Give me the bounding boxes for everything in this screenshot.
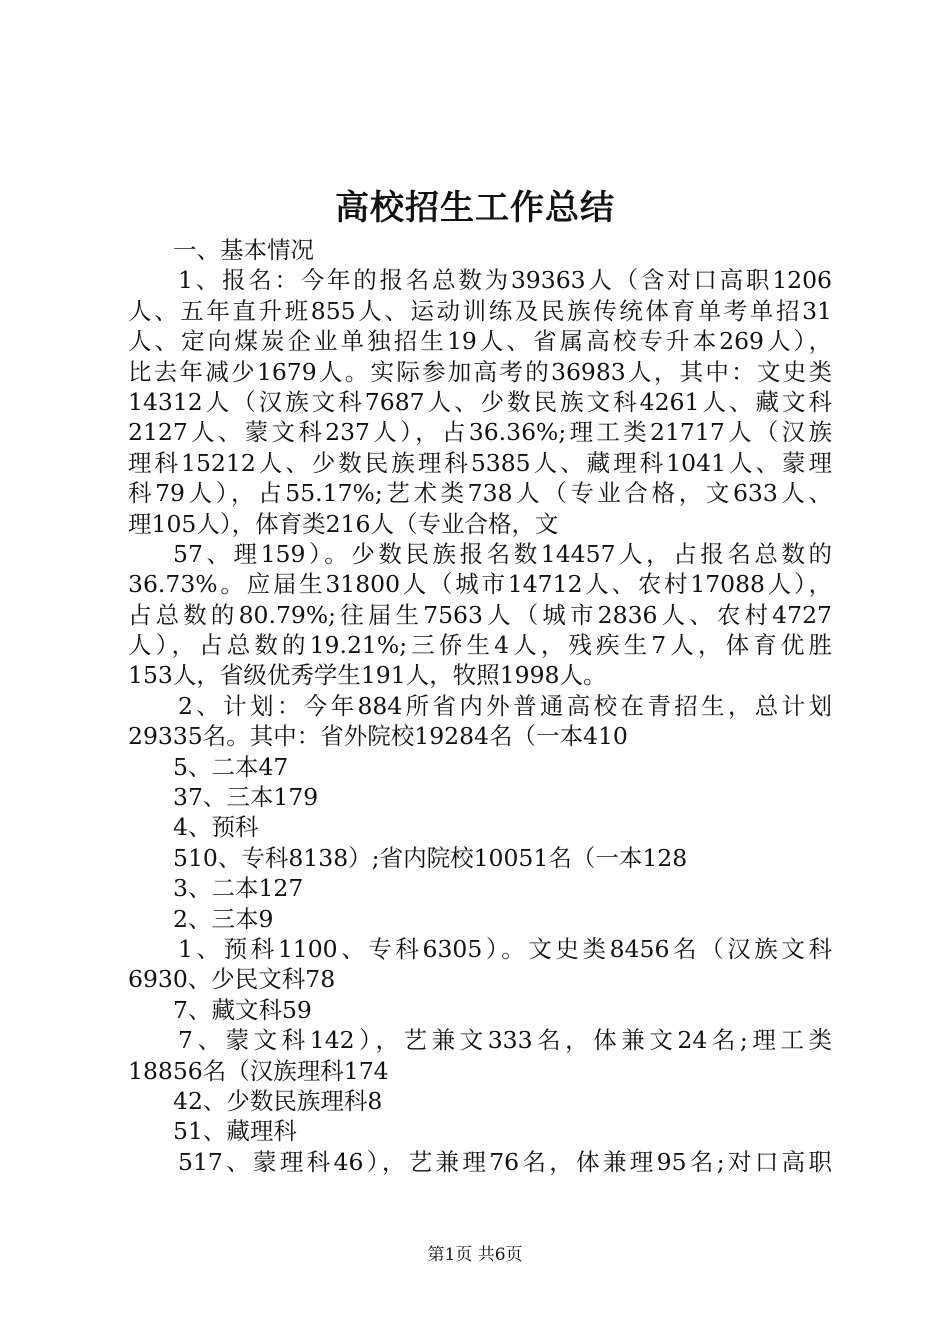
paragraph-line: 510、专科8138）;省内院校10051名（一本128	[173, 843, 688, 872]
paragraph-line: 14312人（汉族文科7687人、少数民族文科4261人、藏文科	[128, 387, 832, 416]
paragraph-line: 1、报名：今年的报名总数为39363人（含对口高职1206	[178, 266, 832, 295]
paragraph-line: 5、二本47	[173, 752, 289, 781]
paragraph-line: 1、预科1100、专科6305）。文史类8456名（汉族文科	[178, 934, 832, 963]
paragraph-line: 18856名（汉族理科174	[128, 1056, 389, 1085]
section-heading: 一、基本情况	[173, 236, 314, 264]
paragraph-line: 517、蒙理科46），艺兼理76名，体兼理95名;对口高职	[178, 1147, 832, 1176]
paragraph-line: 42、少数民族理科8	[173, 1086, 383, 1115]
paragraph-line: 7、蒙文科142），艺兼文333名，体兼文24名;理工类	[178, 1026, 832, 1055]
paragraph-line: 2127人、蒙文科237人），占36.36%;理工类21717人（汉族	[128, 418, 832, 447]
paragraph-line: 6930、少民文科78	[128, 965, 336, 994]
paragraph-line: 51、藏理科	[173, 1117, 297, 1146]
paragraph-line: 理105人），体育类216人（专业合格，文	[128, 509, 559, 538]
paragraph-line: 36.73%。应届生31800人（城市14712人、农村17088人），	[128, 570, 832, 599]
paragraph-line: 理科15212人、少数民族理科5385人、藏理科1041人、蒙理	[128, 448, 832, 477]
paragraph-line: 153人，省级优秀学生191人，牧照1998人。	[128, 661, 607, 690]
document-title: 高校招生工作总结	[335, 188, 615, 228]
paragraph-line: 4、预科	[173, 813, 259, 842]
paragraph-line: 2、计划：今年884所省内外普通高校在青招生，总计划	[178, 691, 832, 720]
paragraph-line: 7、藏文科59	[173, 995, 312, 1024]
paragraph-line: 科79人），占55.17%;艺术类738人（专业合格，文633人、	[128, 479, 832, 508]
paragraph-line: 29335名。其中：省外院校19284名（一本410	[128, 722, 628, 751]
paragraph-line: 人、定向煤炭企业单独招生19人、省属高校专升本269人），	[128, 327, 832, 356]
paragraph-line: 3、二本127	[173, 874, 304, 903]
paragraph-line: 占总数的80.79%;往届生7563人（城市2836人、农村4727	[128, 600, 832, 629]
page-footer: 第1页 共6页	[427, 1245, 523, 1265]
paragraph-line: 人、五年直升班855人、运动训练及民族传统体育单考单招31	[128, 296, 832, 325]
paragraph-line: 37、三本179	[173, 783, 319, 812]
paragraph-line: 2、三本9	[173, 904, 274, 933]
paragraph-line: 比去年减少1679人。实际参加高考的36983人，其中：文史类	[128, 357, 832, 386]
document-body	[128, 235, 832, 1177]
paragraph-line: 人），占总数的19.21%;三侨生4人，残疾生7人，体育优胜	[128, 631, 832, 660]
paragraph-line: 57、理159）。少数民族报名数14457人，占报名总数的	[173, 539, 832, 568]
